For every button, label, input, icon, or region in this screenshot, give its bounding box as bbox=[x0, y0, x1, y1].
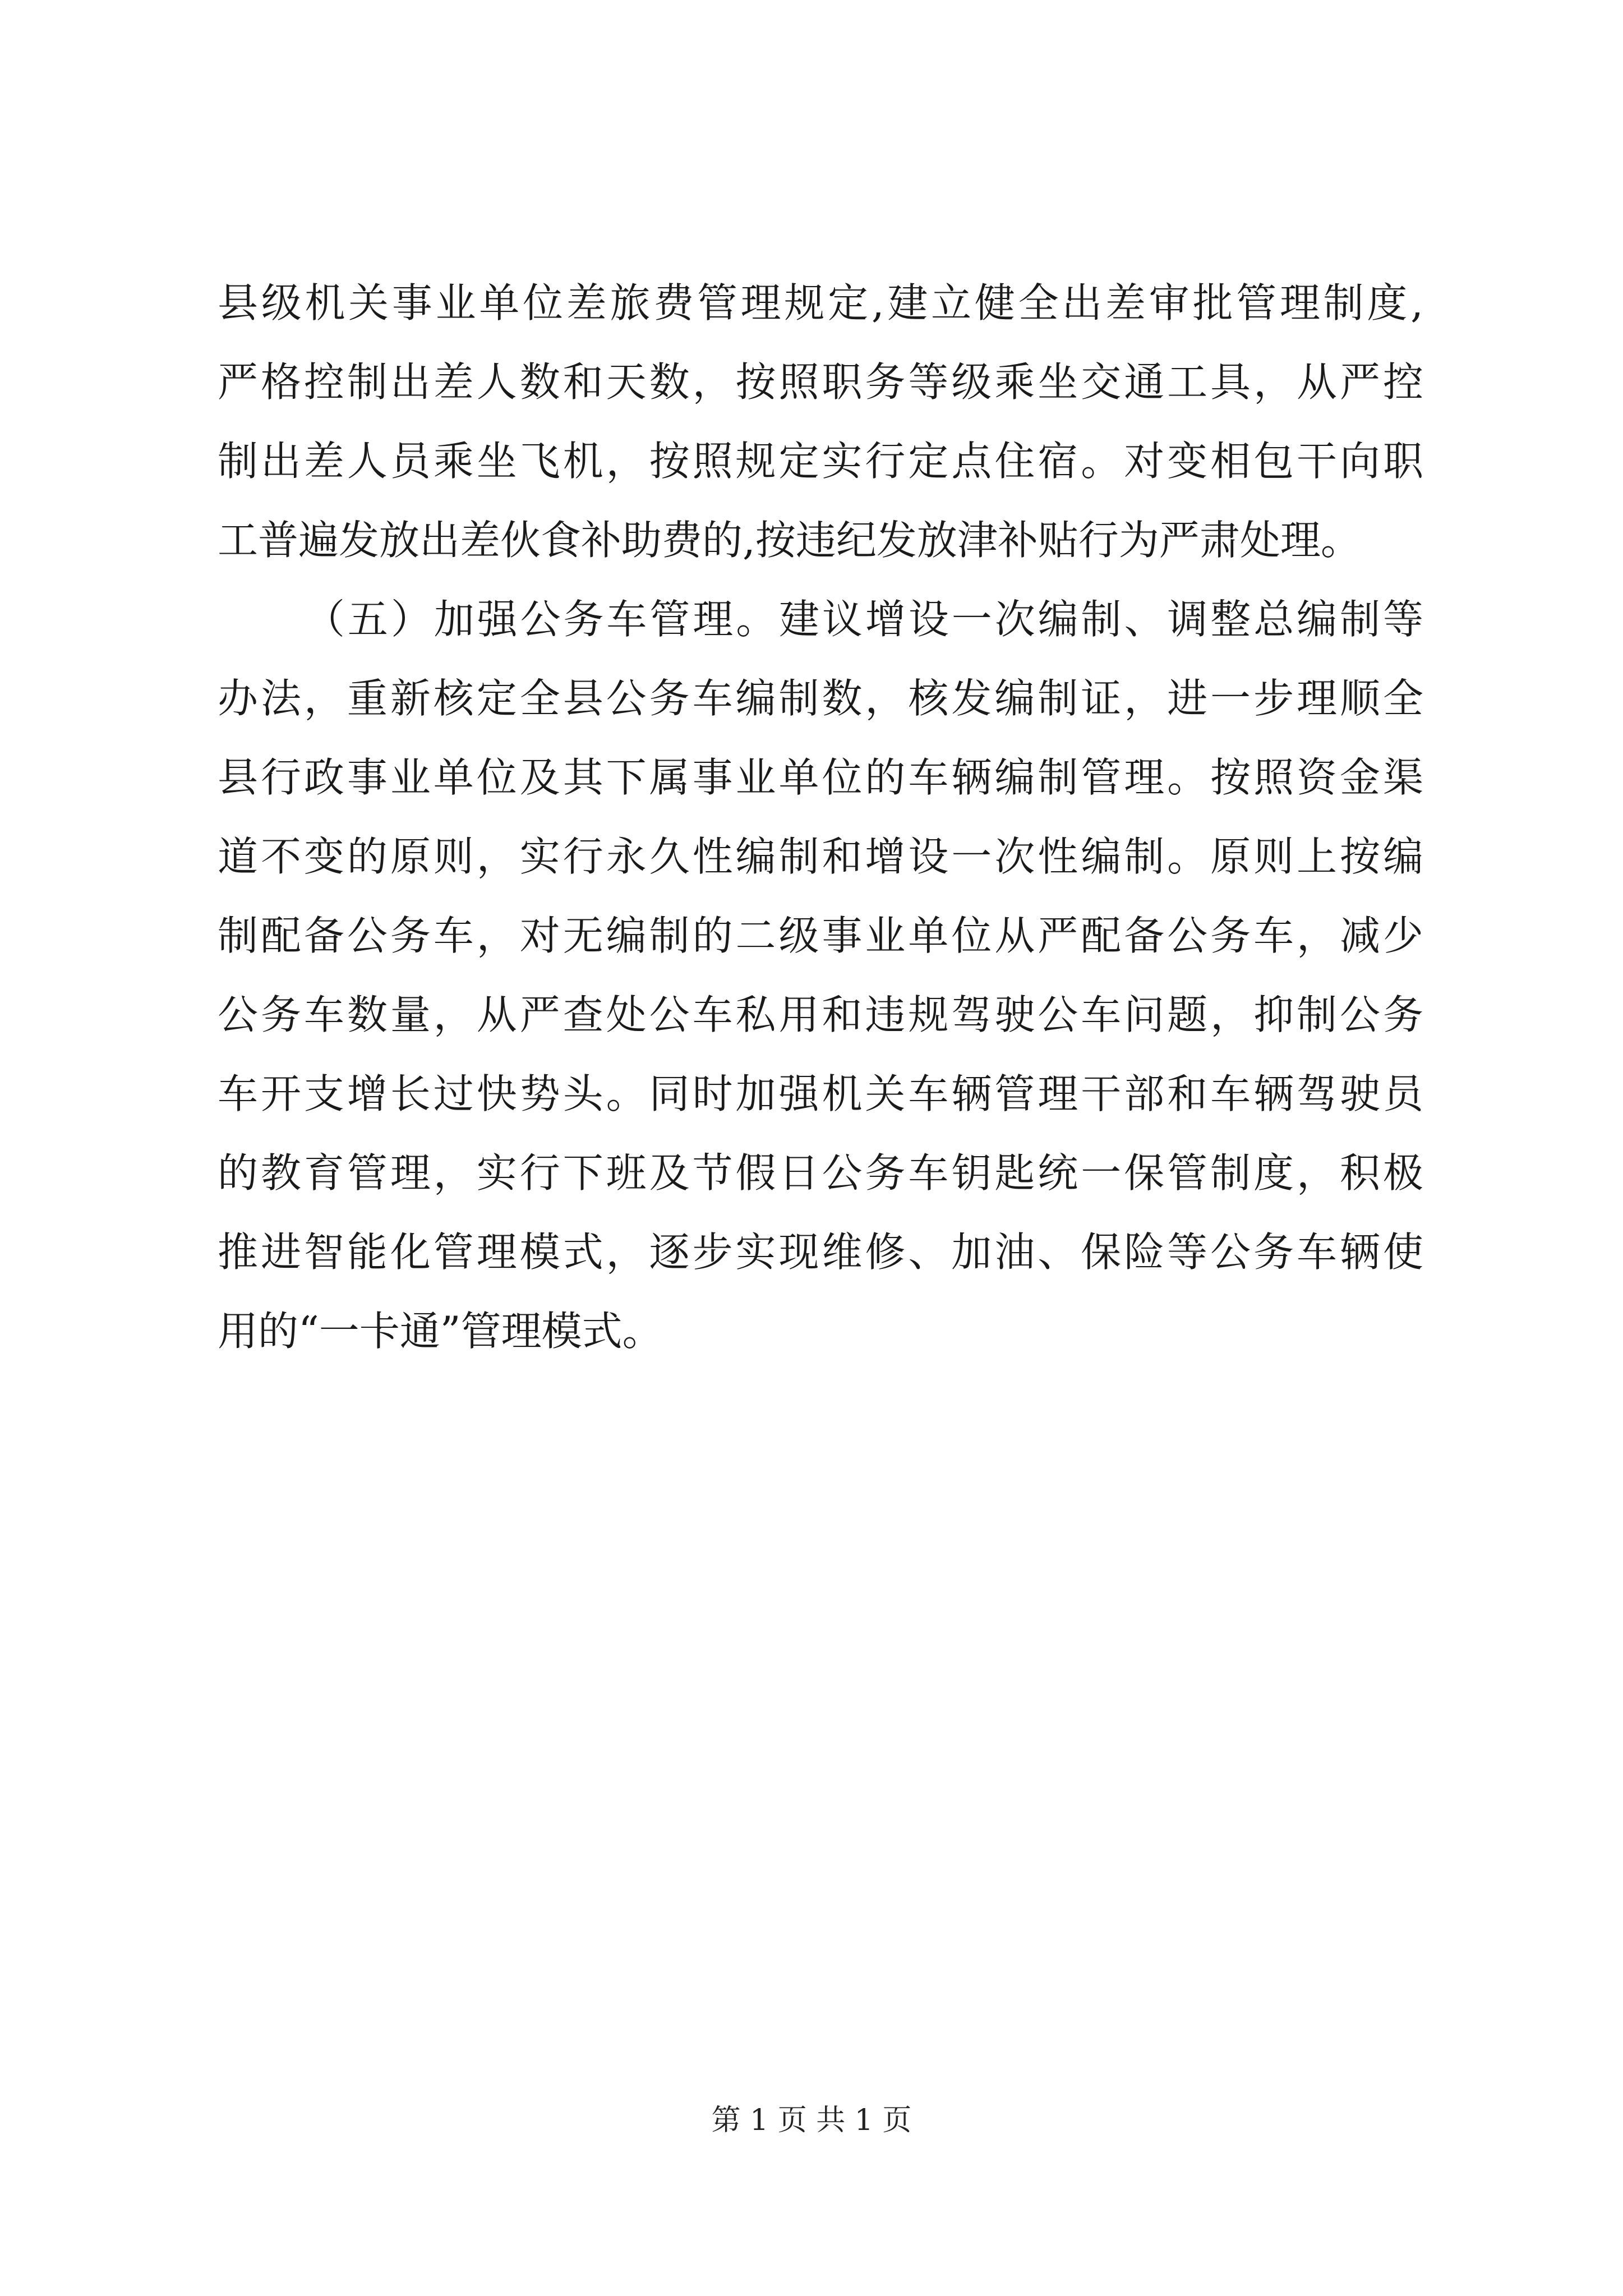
paragraph-travel-expenses bbox=[218, 264, 1423, 580]
text-line: 车开支增长过快势头。同时加强机关车辆管理干部和车辆驾驶员 bbox=[218, 1070, 1423, 1117]
text-line: 县行政事业单位及其下属事业单位的车辆编制管理。按照资金渠 bbox=[218, 754, 1423, 801]
text-line: 的教育管理，实行下班及节假日公务车钥匙统一保管制度，积极 bbox=[218, 1149, 1423, 1197]
text-line: 用的“一卡通”管理模式。 bbox=[218, 1308, 663, 1355]
text-line: 办法，重新核定全县公务车编制数，核发编制证，进一步理顺全 bbox=[218, 675, 1423, 722]
text-line: 制出差人员乘坐飞机，按照规定实行定点住宿。对变相包干向职 bbox=[218, 438, 1423, 485]
text-line: 严格控制出差人数和天数，按照职务等级乘坐交通工具，从严控 bbox=[218, 358, 1423, 406]
text-line: 道不变的原则，实行永久性编制和增设一次性编制。原则上按编 bbox=[218, 833, 1423, 880]
text-line: 制配备公务车，对无编制的二级事业单位从严配备公务车，减少 bbox=[218, 912, 1423, 959]
text-line: 推进智能化管理模式，逐步实现维修、加油、保险等公务车辆使 bbox=[218, 1228, 1423, 1276]
page-number-footer: 第 1 页 共 1 页 bbox=[711, 2104, 912, 2137]
text-line: 公务车数量，从严查处公车私用和违规驾驶公车问题，抑制公务 bbox=[218, 991, 1423, 1038]
document-body bbox=[218, 264, 1423, 1371]
text-line: 县级机关事业单位差旅费管理规定,建立健全出差审批管理制度, bbox=[218, 279, 1423, 326]
text-line: （五）加强公务车管理。建议增设一次编制、调整总编制等 bbox=[305, 596, 1423, 643]
text-line: 工普遍发放出差伙食补助费的,按违纪发放津补贴行为严肃处理。 bbox=[218, 517, 1361, 564]
paragraph-official-vehicles bbox=[218, 580, 1423, 1371]
